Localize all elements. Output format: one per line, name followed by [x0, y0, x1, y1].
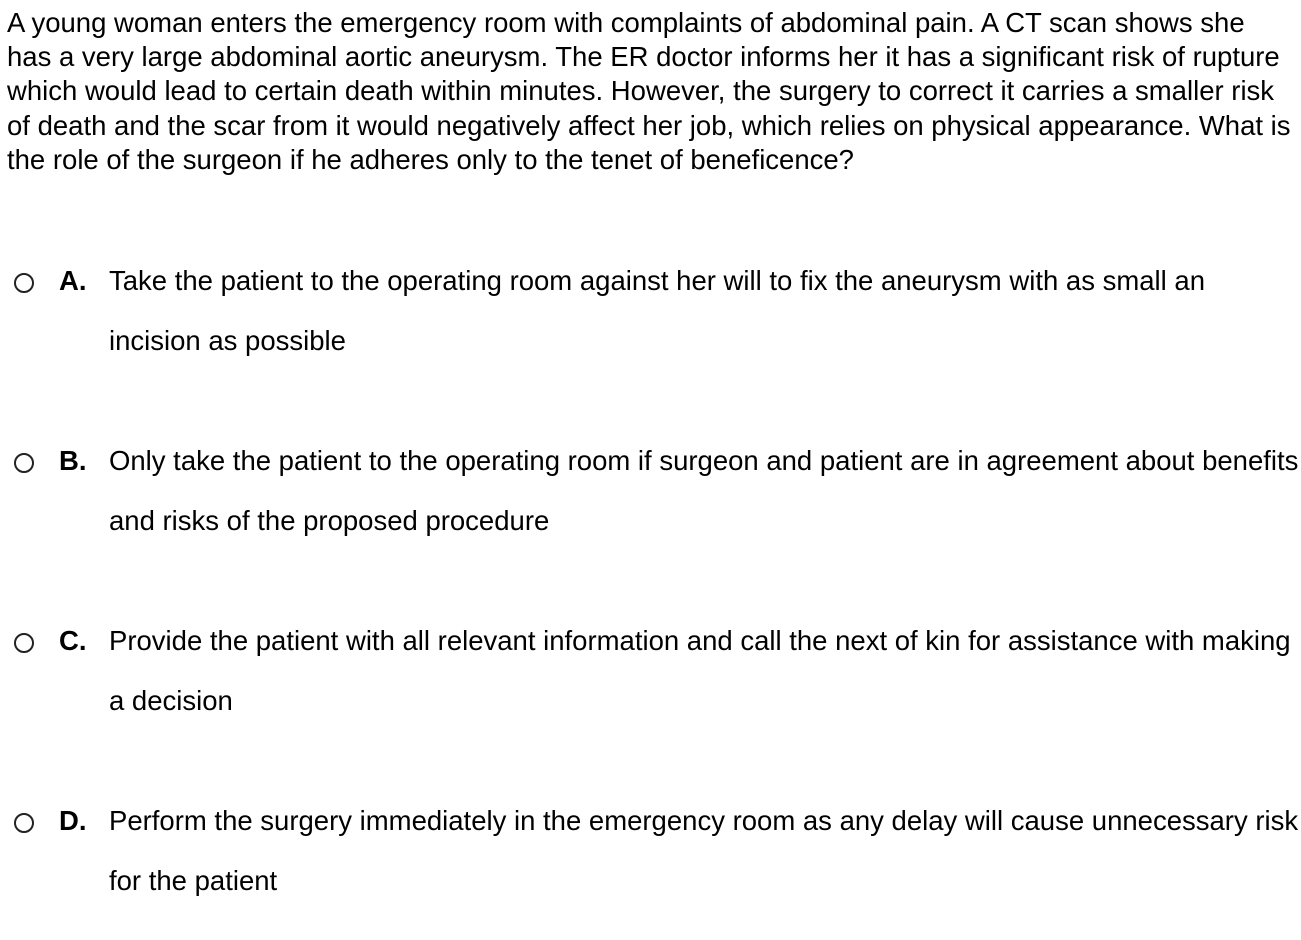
- radio-button-a[interactable]: [14, 273, 34, 293]
- question-text: A young woman enters the emergency room with complaints of abdominal pain. A CT scan shows she has a very large abdominal aortic aneurysm. The ER doctor informs her it has a significant risk of rupture which would lead to certain death within minutes. However, the surgery to correct it carries a smaller risk of death and the scar from it would negatively affect her job, which relies on physical appearance. What is the role of the surgeon if he adheres only to the tenet of beneficence?: [7, 7, 1291, 175]
- option-letter-a: A.: [59, 265, 87, 296]
- answer-option-d[interactable]: [0, 805, 1301, 940]
- answer-option-b[interactable]: [0, 445, 1301, 580]
- radio-button-c[interactable]: [14, 633, 34, 653]
- radio-button-b[interactable]: [14, 453, 34, 473]
- radio-button-d[interactable]: [14, 813, 34, 833]
- option-letter-d: D.: [59, 805, 87, 836]
- option-letter-c: C.: [59, 625, 87, 656]
- answer-option-a[interactable]: [0, 265, 1301, 400]
- option-text-d: Perform the surgery immediately in the emergency room as any delay will cause unnecessary risk for the patient: [109, 805, 1299, 896]
- option-text-b: Only take the patient to the operating room if surgeon and patient are in agreement about benefits and risks of the proposed procedure: [109, 445, 1299, 536]
- option-text-c: Provide the patient with all relevant information and call the next of kin for assistance with making a decision: [109, 625, 1291, 716]
- option-letter-b: B.: [59, 445, 87, 476]
- option-text-a: Take the patient to the operating room against her will to fix the aneurysm with as small an incision as possible: [109, 265, 1205, 356]
- answer-option-c[interactable]: [0, 625, 1301, 760]
